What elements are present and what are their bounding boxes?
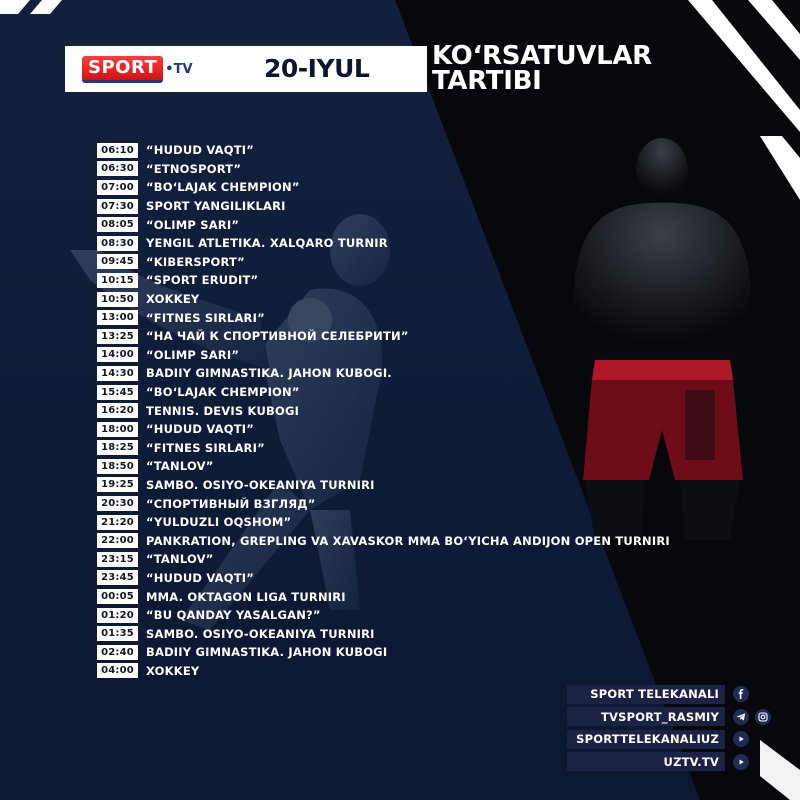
- schedule-time: 01:20: [97, 608, 138, 623]
- schedule-time: 09:45: [97, 254, 138, 269]
- social-label[interactable]: TVSPORT_RASMIY: [567, 707, 725, 726]
- program-title: XOKKEY: [146, 292, 200, 307]
- program-title: “FITNES SIRLARI”: [146, 440, 265, 455]
- social-label[interactable]: SPORT TELEKANALI: [567, 685, 725, 704]
- schedule-row: [97, 383, 670, 402]
- program-title: BADIIY GIMNASTIKA. JAHON KUBOGI.: [146, 366, 392, 381]
- program-title: “TANLOV”: [146, 459, 214, 474]
- schedule-row: [97, 346, 670, 365]
- program-title: XOKKEY: [146, 663, 200, 678]
- schedule-time: 10:15: [97, 273, 138, 288]
- schedule-time: 01:35: [97, 626, 138, 641]
- schedule-time: 14:30: [97, 366, 138, 381]
- logo-tv-text: •TV: [165, 61, 193, 77]
- schedule-time: 21:20: [97, 515, 138, 530]
- schedule-row: [97, 587, 670, 606]
- schedule-time: 18:25: [97, 440, 138, 455]
- schedule-row: [97, 457, 670, 476]
- program-title: “СПОРТИВНЫЙ ВЗГЛЯД”: [146, 496, 316, 511]
- program-title: “OLIMP SARI”: [146, 217, 240, 232]
- social-links: [567, 684, 771, 774]
- schedule-time: 15:45: [97, 385, 138, 400]
- program-title: TENNIS. DEVIS KUBOGI: [146, 403, 300, 418]
- logo-sport-text: SPORT: [82, 56, 163, 83]
- social-row-website[interactable]: [567, 752, 771, 772]
- schedule-time: 08:30: [97, 236, 138, 251]
- schedule-time: 23:45: [97, 570, 138, 585]
- program-title: MMA. OKTAGON LIGA TURNIRI: [146, 589, 346, 604]
- schedule-time: 02:40: [97, 645, 138, 660]
- program-title: “BO‘LAJAK CHEMPION”: [146, 385, 300, 400]
- schedule-row: [97, 271, 670, 290]
- schedule-time: 00:05: [97, 589, 138, 604]
- schedule-row: [97, 364, 670, 383]
- schedule-time: 10:50: [97, 292, 138, 307]
- schedule-row: [97, 401, 670, 420]
- program-title: “SPORT ERUDIT”: [146, 273, 259, 288]
- schedule-row: [97, 606, 670, 625]
- facebook-icon[interactable]: [733, 686, 749, 702]
- schedule-date: 20-IYUL: [264, 54, 370, 83]
- schedule-time: 16:20: [97, 403, 138, 418]
- schedule-time: 07:30: [97, 199, 138, 214]
- program-title: SPORT YANGILIKLARI: [146, 199, 286, 214]
- schedule-row: [97, 513, 670, 532]
- schedule-row: [97, 569, 670, 588]
- schedule-time: 07:00: [97, 180, 138, 195]
- schedule-time: 13:25: [97, 329, 138, 344]
- schedule-time: 23:15: [97, 552, 138, 567]
- program-title: SAMBO. OSIYO-OKEANIYA TURNIRI: [146, 626, 375, 641]
- instagram-icon[interactable]: [755, 709, 771, 725]
- schedule-row: [97, 327, 670, 346]
- title-line-2: TARTIBI: [432, 66, 542, 96]
- program-title: SAMBO. OSIYO-OKEANIYA TURNIRI: [146, 477, 375, 492]
- schedule-time: 19:25: [97, 477, 138, 492]
- program-title: YENGIL ATLETIKA. XALQARO TURNIR: [146, 236, 388, 251]
- sport-tv-logo: [82, 56, 193, 82]
- schedule-row: [97, 550, 670, 569]
- social-label[interactable]: UZTV.TV: [567, 752, 725, 771]
- schedule-row: [97, 420, 670, 439]
- program-schedule: [97, 141, 670, 680]
- schedule-row: [97, 308, 670, 327]
- program-title: BADIIY GIMNASTIKA. JAHON KUBOGI: [146, 645, 388, 660]
- program-title: “ETNOSPORT”: [146, 161, 242, 176]
- program-title: “BO‘LAJAK CHEMPION”: [146, 180, 300, 195]
- schedule-row: [97, 253, 670, 272]
- schedule-row: [97, 476, 670, 495]
- social-row-facebook[interactable]: [567, 684, 771, 704]
- schedule-time: 08:05: [97, 217, 138, 232]
- schedule-row: [97, 531, 670, 550]
- schedule-time: 06:30: [97, 161, 138, 176]
- schedule-row: [97, 439, 670, 458]
- page-title: [432, 41, 652, 96]
- schedule-row: [97, 624, 670, 643]
- youtube-icon[interactable]: [733, 731, 749, 747]
- schedule-row: [97, 290, 670, 309]
- program-title: “OLIMP SARI”: [146, 347, 240, 362]
- schedule-row: [97, 662, 670, 681]
- schedule-row: [97, 178, 670, 197]
- social-label[interactable]: SPORTTELEKANALIUZ: [567, 730, 725, 749]
- program-title: “HUDUD VAQTI”: [146, 143, 255, 158]
- program-title: “HUDUD VAQTI”: [146, 570, 255, 585]
- schedule-row: [97, 234, 670, 253]
- schedule-time: 14:00: [97, 347, 138, 362]
- program-title: “FITNES SIRLARI”: [146, 310, 265, 325]
- program-title: “HUDUD VAQTI”: [146, 422, 255, 437]
- program-title: “НА ЧАЙ К СПОРТИВНОЙ СЕЛЕБРИТИ”: [146, 329, 409, 344]
- schedule-time: 22:00: [97, 533, 138, 548]
- schedule-row: [97, 643, 670, 662]
- schedule-time: 04:00: [97, 663, 138, 678]
- program-title: PANKRATION, GREPLING VA XAVASKOR MMA BO‘YICHA ANDIJON OPEN TURNIRI: [146, 533, 670, 548]
- schedule-time: 18:50: [97, 459, 138, 474]
- play-icon[interactable]: [733, 754, 749, 770]
- schedule-row: [97, 215, 670, 234]
- program-title: “KIBERSPORT”: [146, 254, 245, 269]
- schedule-row: [97, 197, 670, 216]
- schedule-row: [97, 494, 670, 513]
- program-title: “YULDUZLI OQSHOM”: [146, 515, 292, 530]
- social-row-youtube[interactable]: [567, 729, 771, 749]
- schedule-row: [97, 160, 670, 179]
- schedule-row: [97, 141, 670, 160]
- schedule-time: 06:10: [97, 143, 138, 158]
- program-title: “BU QANDAY YASALGAN?”: [146, 608, 321, 623]
- schedule-time: 18:00: [97, 422, 138, 437]
- social-row-telegram-instagram[interactable]: [567, 707, 771, 727]
- program-title: “TANLOV”: [146, 552, 214, 567]
- title-line-1: KO‘RSATUVLAR: [432, 41, 652, 71]
- telegram-icon[interactable]: [733, 709, 749, 725]
- schedule-time: 20:30: [97, 496, 138, 511]
- schedule-time: 13:00: [97, 310, 138, 325]
